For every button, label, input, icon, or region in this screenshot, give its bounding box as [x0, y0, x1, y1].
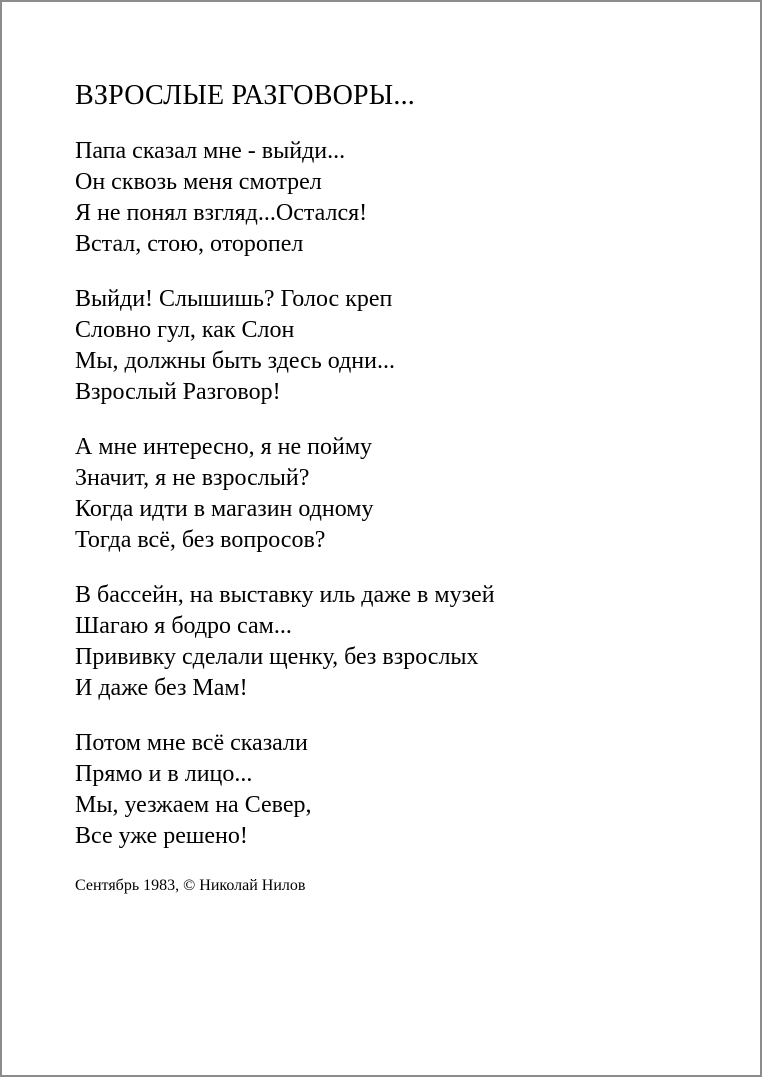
- stanza-line: Мы, уезжаем на Север,: [75, 792, 312, 818]
- stanza-line: Все уже решено!: [75, 823, 248, 849]
- stanza-line: Словно гул, как Слон: [75, 317, 295, 343]
- stanza-line: И даже без Мам!: [75, 675, 248, 701]
- stanza-line: Выйди! Слышишь? Голос креп: [75, 286, 393, 312]
- stanza-line: Встал, стою, оторопел: [75, 231, 304, 257]
- stanza-2: [75, 284, 735, 408]
- stanza-line: Он сквозь меня смотрел: [75, 169, 322, 195]
- stanza-4: [75, 580, 735, 704]
- stanza-1: [75, 136, 735, 260]
- stanza-line: Взрослый Разговор!: [75, 379, 281, 405]
- stanza-line: Шагаю я бодро сам...: [75, 613, 292, 639]
- stanza-line: Мы, должны быть здесь одни...: [75, 348, 395, 374]
- stanza-line: А мне интересно, я не пойму: [75, 434, 372, 460]
- stanza-line: Тогда всё, без вопросов?: [75, 527, 326, 553]
- stanza-line: Потом мне всё сказали: [75, 730, 308, 756]
- stanza-line: Прививку сделали щенку, без взрослых: [75, 644, 479, 670]
- stanza-line: Значит, я не взрослый?: [75, 465, 310, 491]
- stanza-3: [75, 432, 735, 556]
- stanza-line: Я не понял взгляд...Остался!: [75, 200, 368, 226]
- stanza-5: [75, 728, 735, 852]
- stanza-line: Папа сказал мне - выйди...: [75, 138, 346, 164]
- stanza-line: Когда идти в магазин одному: [75, 496, 374, 522]
- poem-title: ВЗРОСЛЫЕ РАЗГОВОРЫ...: [75, 80, 416, 111]
- stanza-line: Прямо и в лицо...: [75, 761, 253, 787]
- stanza-line: В бассейн, на выставку иль даже в музей: [75, 582, 495, 608]
- poem-content: [75, 78, 735, 896]
- poem-signature: Сентябрь 1983, © Николай Нилов: [75, 877, 306, 894]
